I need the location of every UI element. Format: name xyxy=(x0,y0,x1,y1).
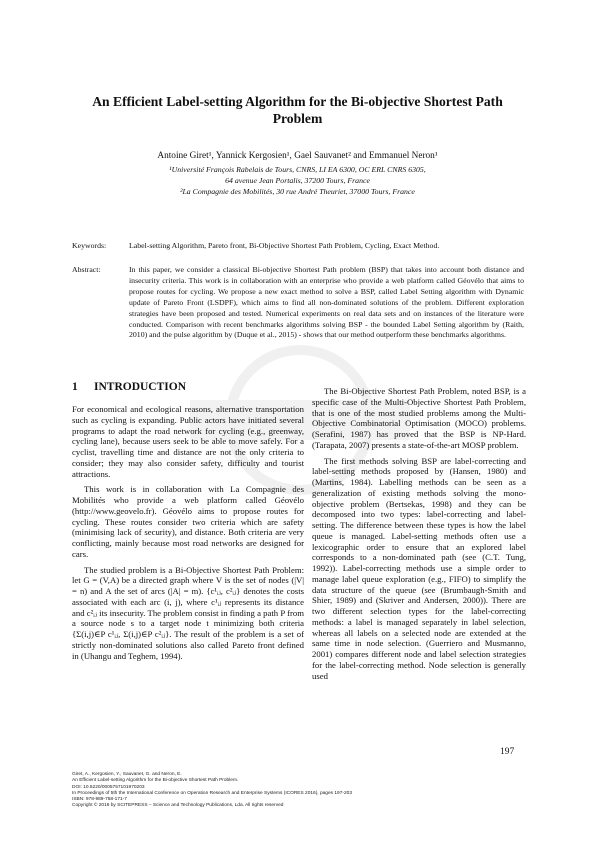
footer-line: In Proceedings of 5th the International Conference on Operation Research and Enterprise Systems (ICORES 2016), pages 197-203 xyxy=(72,790,352,796)
footer-line: An Efficient Label-setting Algorithm for the Bi-objective Shortest Path Problem. xyxy=(72,778,239,784)
affiliation-1-address: 64 avenue Jean Portalis, 37200 Tours, France xyxy=(225,176,370,185)
footer-line: ISBN: 978-989-758-171-7 xyxy=(72,797,127,803)
paragraph: For economical and ecological reasons, alternative transportation such as cycling is expanding. Public actors have initiated several programs to adapt the road network for cycling (e.g., greenway, cycling lane), because users seek to be able to move safely. For a cyclist, travelling time and distance are not the only criteria to consider; they may also consider safety, difficulty and tourist attractions. xyxy=(72,404,304,479)
citation-footer xyxy=(72,772,472,810)
abstract-text: In this paper, we consider a classical Bi-objective Shortest Path problem (BSP) that takes into account both distance and insecurity criteria. This work is in collaboration with an enterprise who provide a web platform called Géovélo that aims to propose routes for cycling. We propose a new exact method to solve a BSP, called Label Setting algorithm with Dynamic update of Pareto Front (LSDPF), which aims to find all non-dominated solutions of the problem. Different exploration strategies have been proposed and tested. Numerical experiments on real data sets and on instances of the literature were conducted. Comparison with recent benchmarks algorithms solving BSP - the bounded Label Setting algorithm by (Raith, 2010) and the pulse algorithm by (Duque et al., 2015) - shows that our method outperform these benchmarks algorithms. xyxy=(129,265,524,340)
affiliation-1: ¹Université François Rabelais de Tours, CNRS, LI EA 6300, OC ERL CNRS 6305, xyxy=(169,165,426,174)
right-column xyxy=(312,386,526,686)
footer-line: DOI: 10.5220/0005757101970203 xyxy=(72,784,145,790)
page-number: 197 xyxy=(500,747,515,757)
paper-title xyxy=(60,93,535,127)
left-column xyxy=(72,404,304,666)
affiliation-2: ²La Compagnie des Mobilités, 30 rue André Theuriet, 37000 Tours, France xyxy=(180,187,415,196)
section-heading xyxy=(72,381,186,393)
abstract-label: Abstract: xyxy=(72,265,101,274)
section-number: 1 xyxy=(72,381,78,393)
footer-line: Giret, A., Kergosien, Y., Sauvanet, G. and Neron, E. xyxy=(72,772,182,777)
footer-line: Copyright © 2016 by SCITEPRESS – Science and Technology Publications, Lda. All rights reserved xyxy=(72,803,284,809)
keywords-text: Label-setting Algorithm, Pareto front, Bi-Objective Shortest Path Problem, Cycling, Exact Method. xyxy=(129,241,440,250)
paragraph: The first methods solving BSP are label-correcting and label-setting methods proposed by (Hansen, 1980) and (Martins, 1984). Labelling methods can be seen as a generalization of existing methods solving the mono-objective problem (Bertsekas, 1998) and they can be decomposed into two types: label-correcting and label-setting. The difference between these types is how the label queue is managed. Label-setting methods often use a lexicographic order to ensure that an explored label corresponds to a non-dominated path (see (C.T. Tung, 1992)). Label-correcting methods use a simple order to manage label queue exploration (e.g., FIFO) to simplify the data structure of the queue (see (Brumbaugh-Smith and Shier, 1989) and (Skriver and Andersen, 2000)). There are two different selection types for the label-correcting methods: a label is managed separately in label selection, whereas all labels on a selected node are extended at the same time in node selection. (Guerriero and Musmanno, 2001) compares different node and label selection strategies for the label-correcting method. Node selection is generally used xyxy=(312,455,526,681)
title-line-2: Problem xyxy=(272,111,323,126)
section-title: INTRODUCTION xyxy=(94,381,187,393)
author-list: Antoine Giret¹, Yannick Kergosien¹, Gael Sauvanet² and Emmanuel Neron¹ xyxy=(157,151,438,161)
paragraph: This work is in collaboration with La Compagnie des Mobilités who provide a web platform called Géovélo (http://www.geovelo.fr). Géovélo aims to propose routes for cycling. These routes consider two criteria which are safety (minimising lack of security), and distance. Both criteria are very conflicting, mainly because most road networks are designed for cars. xyxy=(72,484,304,559)
keywords-label: Keywords: xyxy=(72,241,107,250)
title-line-1: An Efficient Label-setting Algorithm for the Bi-objective Shortest Path xyxy=(92,94,503,109)
paragraph: The Bi-Objective Shortest Path Problem, noted BSP, is a specific case of the Multi-Objective Shortest Path Problem, that is one of the most studied problems among the Multi-Objective Combinatorial Optimisation (MOCO) problems. (Serafini, 1987) has proved that the BSP is NP-Hard. (Tarapata, 2007) presents a state-of-the-art MOSP problem. xyxy=(312,386,526,450)
paragraph: The studied problem is a Bi-Objective Shortest Path Problem: let G = (V,A) be a directed graph where V is the set of nodes (|V| = n) and A the set of arcs (|A| = m). {c¹ᵢⱼ, c²ᵢⱼ} denotes the costs associated with each arc (i, j), where c¹ᵢⱼ represents its distance and c²ᵢⱼ its insecurity. The problem consist in finding a path P from a source node s to a target node t minimizing both criteria {Σ(i,j)∈P c¹ᵢⱼ, Σ(i,j)∈P c²ᵢⱼ}. The result of the problem is a set of strictly non-dominated solutions also called Pareto front defined in (Uhangu and Teghem, 1994). xyxy=(72,564,304,661)
